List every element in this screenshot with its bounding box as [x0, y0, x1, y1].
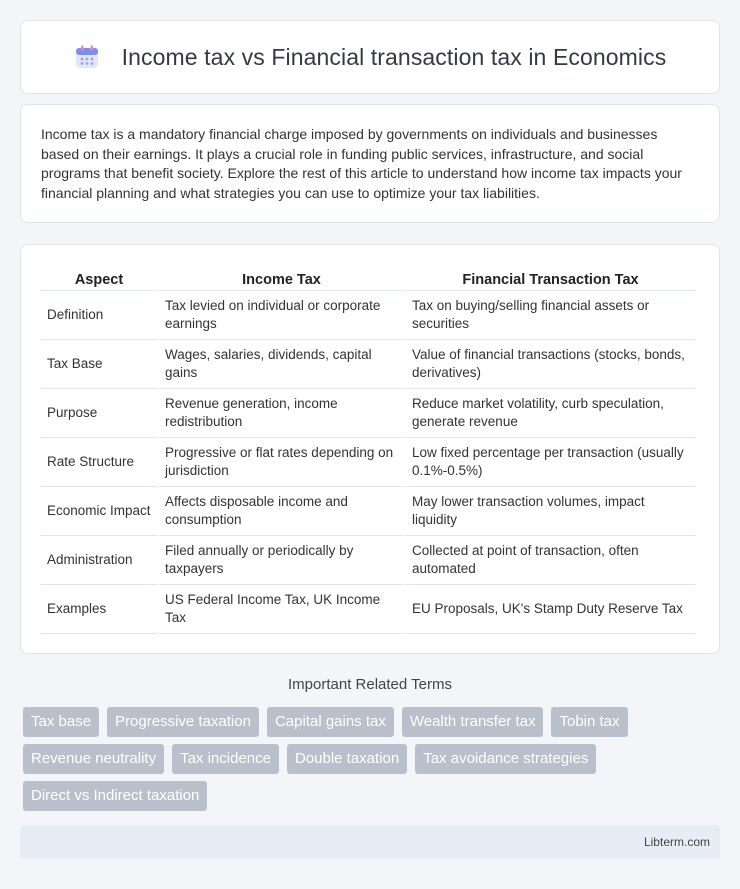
- aspect-cell: Tax Base: [41, 340, 157, 389]
- aspect-cell: Purpose: [41, 389, 157, 438]
- comparison-table-card: [20, 244, 720, 654]
- tag-tobin-tax[interactable]: Tobin tax: [551, 707, 627, 737]
- related-terms-tags: [23, 707, 723, 818]
- tag-revenue-neutrality[interactable]: Revenue neutrality: [23, 744, 164, 774]
- income-tax-cell: Wages, salaries, dividends, capital gains: [159, 340, 404, 389]
- table-row: [41, 291, 695, 340]
- table-row: [41, 389, 695, 438]
- table-row: [41, 340, 695, 389]
- aspect-cell: Definition: [41, 291, 157, 340]
- table-header-row: [41, 265, 695, 291]
- tag-double-taxation[interactable]: Double taxation: [287, 744, 407, 774]
- income-tax-cell: Filed annually or periodically by taxpayers: [159, 536, 404, 585]
- ftt-cell: Low fixed percentage per transaction (usually 0.1%-0.5%): [406, 438, 695, 487]
- ftt-cell: EU Proposals, UK's Stamp Duty Reserve Tax: [406, 585, 695, 634]
- ftt-cell: Tax on buying/selling financial assets or securities: [406, 291, 695, 340]
- footer: [20, 825, 720, 859]
- income-tax-cell: Tax levied on individual or corporate earnings: [159, 291, 404, 340]
- income-tax-cell: US Federal Income Tax, UK Income Tax: [159, 585, 404, 634]
- ftt-cell: Reduce market volatility, curb speculation, generate revenue: [406, 389, 695, 438]
- ftt-cell: Value of financial transactions (stocks, bonds, derivatives): [406, 340, 695, 389]
- tag-tax-base[interactable]: Tax base: [23, 707, 99, 737]
- aspect-cell: Examples: [41, 585, 157, 634]
- income-tax-cell: Progressive or flat rates depending on jurisdiction: [159, 438, 404, 487]
- header-card: [20, 20, 720, 94]
- comparison-table: [39, 265, 697, 634]
- intro-card: [20, 104, 720, 223]
- tag-direct-vs-indirect-taxation[interactable]: Direct vs Indirect taxation: [23, 781, 207, 811]
- aspect-cell: Rate Structure: [41, 438, 157, 487]
- related-terms-title: Important Related Terms: [288, 676, 452, 693]
- tag-tax-incidence[interactable]: Tax incidence: [172, 744, 279, 774]
- table-row: [41, 536, 695, 585]
- tag-wealth-transfer-tax[interactable]: Wealth transfer tax: [402, 707, 544, 737]
- header-income-tax: Income Tax: [159, 265, 404, 291]
- income-tax-cell: Affects disposable income and consumption: [159, 487, 404, 536]
- tag-tax-avoidance-strategies[interactable]: Tax avoidance strategies: [415, 744, 596, 774]
- header-financial-transaction-tax: Financial Transaction Tax: [406, 265, 695, 291]
- tag-progressive-taxation[interactable]: Progressive taxation: [107, 707, 259, 737]
- ftt-cell: May lower transaction volumes, impact liquidity: [406, 487, 695, 536]
- aspect-cell: Economic Impact: [41, 487, 157, 536]
- ftt-cell: Collected at point of transaction, often automated: [406, 536, 695, 585]
- intro-text: Income tax is a mandatory financial charge imposed by governments on individuals and businesses based on their earnings. It plays a crucial role in funding public services, infrastructure, and social programs that benefit society. Explore the rest of this article to understand how income tax impacts your financial planning and what strategies you can use to optimize your tax liabilities.: [41, 126, 682, 201]
- footer-site-link[interactable]: Libterm.com: [643, 835, 710, 849]
- income-tax-cell: Revenue generation, income redistribution: [159, 389, 404, 438]
- aspect-cell: Administration: [41, 536, 157, 585]
- tag-capital-gains-tax[interactable]: Capital gains tax: [267, 707, 394, 737]
- calendar-icon: [74, 44, 100, 70]
- table-row: [41, 585, 695, 634]
- table-row: [41, 438, 695, 487]
- header-aspect: Aspect: [41, 265, 157, 291]
- page-title: Income tax vs Financial transaction tax in Economics: [121, 43, 667, 70]
- table-row: [41, 487, 695, 536]
